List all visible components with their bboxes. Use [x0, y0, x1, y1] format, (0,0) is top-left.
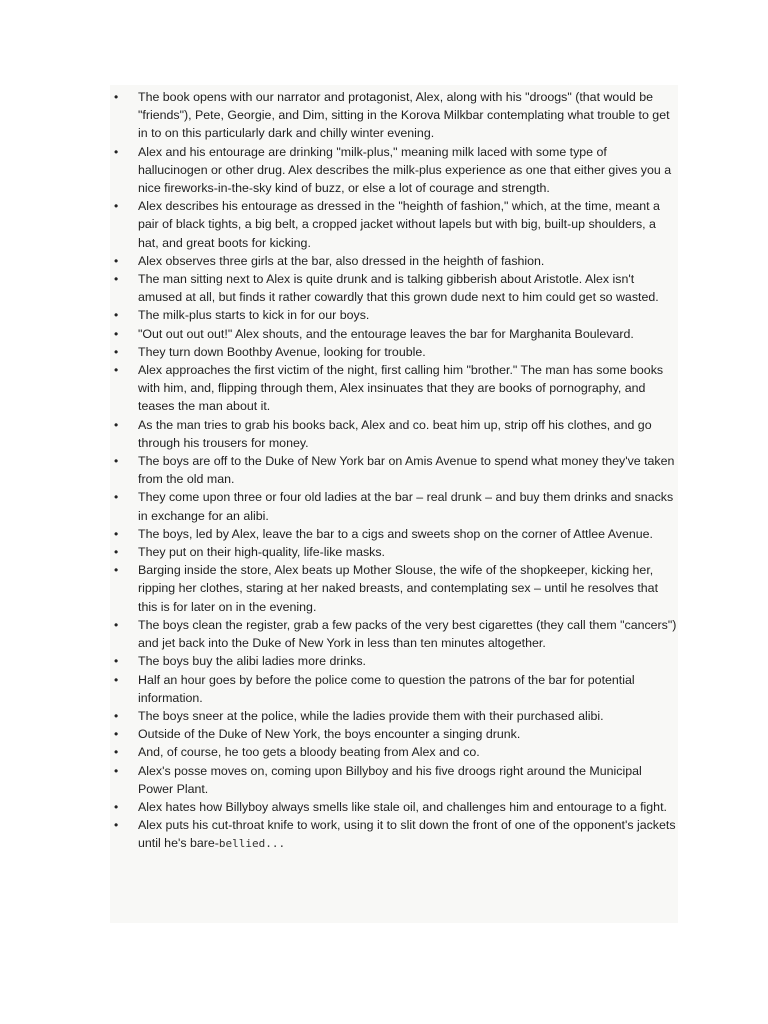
list-item [110, 270, 678, 306]
list-item-text: The boys, led by Alex, leave the bar to a cigs and sweets shop on the corner of Attlee Avenue. [138, 526, 653, 541]
list-item-text: "Out out out out!" Alex shouts, and the entourage leaves the bar for Marghanita Boulevard. [138, 326, 634, 341]
list-item-text: Barging inside the store, Alex beats up Mother Slouse, the wife of the shopkeeper, kicking her, ripping her clothes, staring at her naked breasts, and contemplating sex – until he resolves that this is for later on in the evening. [138, 563, 659, 614]
list-item [110, 816, 678, 853]
list-item [110, 762, 678, 798]
list-item-text: Alex describes his entourage as dressed in the "heighth of fashion," which, at the time, meant a pair of black tights, a big belt, a cropped jacket without lapels but with big, built-up shoulders, a hat, and great boots for kicking. [138, 199, 660, 250]
list-item [110, 306, 678, 324]
bullet-icon: • [114, 745, 119, 760]
list-item [110, 143, 678, 198]
bullet-icon: • [114, 708, 119, 723]
bullet-icon: • [114, 344, 119, 359]
bullet-icon: • [114, 199, 119, 214]
list-item-text: Alex hates how Billyboy always smells like stale oil, and challenges him and entourage to a fight. [138, 799, 667, 814]
list-item-text: The boys sneer at the police, while the ladies provide them with their purchased alibi. [138, 708, 604, 723]
bullet-icon: • [114, 272, 119, 287]
list-item-text: Outside of the Duke of New York, the boys encounter a singing drunk. [138, 727, 521, 742]
list-item-text: Alex approaches the first victim of the night, first calling him "brother." The man has some books with him, and, flipping through them, Alex insinuates that they are books of pornography, and teases the man about it. [138, 363, 664, 414]
bullet-icon: • [114, 326, 119, 341]
list-item [110, 707, 678, 725]
list-item [110, 652, 678, 670]
list-item [110, 88, 678, 143]
list-item-text: The boys buy the alibi ladies more drinks. [138, 654, 366, 669]
list-item-text: They come upon three or four old ladies at the bar – real drunk – and buy them drinks and snacks in exchange for an alibi. [138, 490, 674, 523]
bullet-icon: • [114, 818, 119, 833]
bullet-icon: • [114, 308, 119, 323]
list-item [110, 671, 678, 707]
list-item-text: Half an hour goes by before the police come to question the patrons of the bar for potential information. [138, 672, 635, 705]
list-item [110, 616, 678, 652]
truncated-tail: bellied... [218, 837, 286, 851]
list-item [110, 561, 678, 616]
bullet-icon: • [114, 417, 119, 432]
list-item [110, 525, 678, 543]
list-item [110, 452, 678, 488]
bullet-icon: • [114, 90, 119, 104]
bullet-icon: • [114, 617, 119, 632]
bullet-icon: • [114, 490, 119, 505]
list-item [110, 361, 678, 416]
bullet-icon: • [114, 799, 119, 814]
list-item-text: Alex's posse moves on, coming upon Billyboy and his five droogs right around the Municipal Power Plant. [138, 763, 642, 796]
list-item-text: Alex puts his cut-throat knife to work, using it to slit down the front of one of the opponent's jackets until he's bare- [138, 818, 676, 851]
list-item [110, 252, 678, 270]
list-item [110, 743, 678, 761]
list-item-text: Alex and his entourage are drinking "milk-plus," meaning milk laced with some type of hallucinogen or other drug. Alex describes the milk-plus experience as one that either gives you a nice fireworks-in-the-sky kind of buzz, or else a lot of courage and strength. [138, 144, 672, 196]
list-item-text: The boys are off to the Duke of New York bar on Amis Avenue to spend what money they've taken from the old man. [138, 454, 675, 487]
list-item-text: They put on their high-quality, life-like masks. [138, 545, 386, 560]
list-item [110, 197, 678, 252]
list-item [110, 416, 678, 452]
list-item-text: The book opens with our narrator and protagonist, Alex, along with his "droogs" (that would be "friends"), Pete, Georgie, and Dim, sitting in the Korova Milkbar contemplating what trouble to get in to on this particularly dark and chilly winter evening. [138, 90, 670, 141]
bullet-icon: • [114, 253, 119, 268]
list-item-text: The boys clean the register, grab a few packs of the very best cigarettes (they call them "cancers") and jet back into the Duke of New York in less than ten minutes altogether. [138, 617, 677, 651]
list-item [110, 725, 678, 743]
list-item [110, 543, 678, 561]
bullet-icon: • [114, 727, 119, 742]
list-item [110, 798, 678, 816]
list-item-text: They turn down Boothby Avenue, looking for trouble. [138, 344, 426, 359]
bullet-icon: • [114, 654, 119, 669]
list-item-text: The milk-plus starts to kick in for our boys. [138, 308, 370, 323]
list-item [110, 325, 678, 343]
bullet-icon: • [114, 363, 119, 378]
bullet-icon: • [114, 563, 119, 578]
list-item-text: The man sitting next to Alex is quite drunk and is talking gibberish about Aristotle. Alex isn't amused at all, but finds it rather cowardly that this grown dude next to him could get so wasted. [138, 272, 659, 305]
bullet-icon: • [114, 672, 119, 687]
list-item [110, 343, 678, 361]
list-item-text: As the man tries to grab his books back, Alex and co. beat him up, strip off his clothes, and go through his trousers for money. [138, 417, 652, 450]
bullet-icon: • [114, 545, 119, 560]
list-item [110, 488, 678, 524]
bullet-list [110, 88, 678, 854]
document-page [110, 85, 678, 923]
bullet-icon: • [114, 763, 119, 778]
list-item-text: And, of course, he too gets a bloody beating from Alex and co. [138, 745, 480, 760]
list-item-text: Alex observes three girls at the bar, also dressed in the heighth of fashion. [138, 253, 545, 268]
bullet-icon: • [114, 454, 119, 469]
bullet-icon: • [114, 526, 119, 541]
bullet-icon: • [114, 144, 119, 159]
